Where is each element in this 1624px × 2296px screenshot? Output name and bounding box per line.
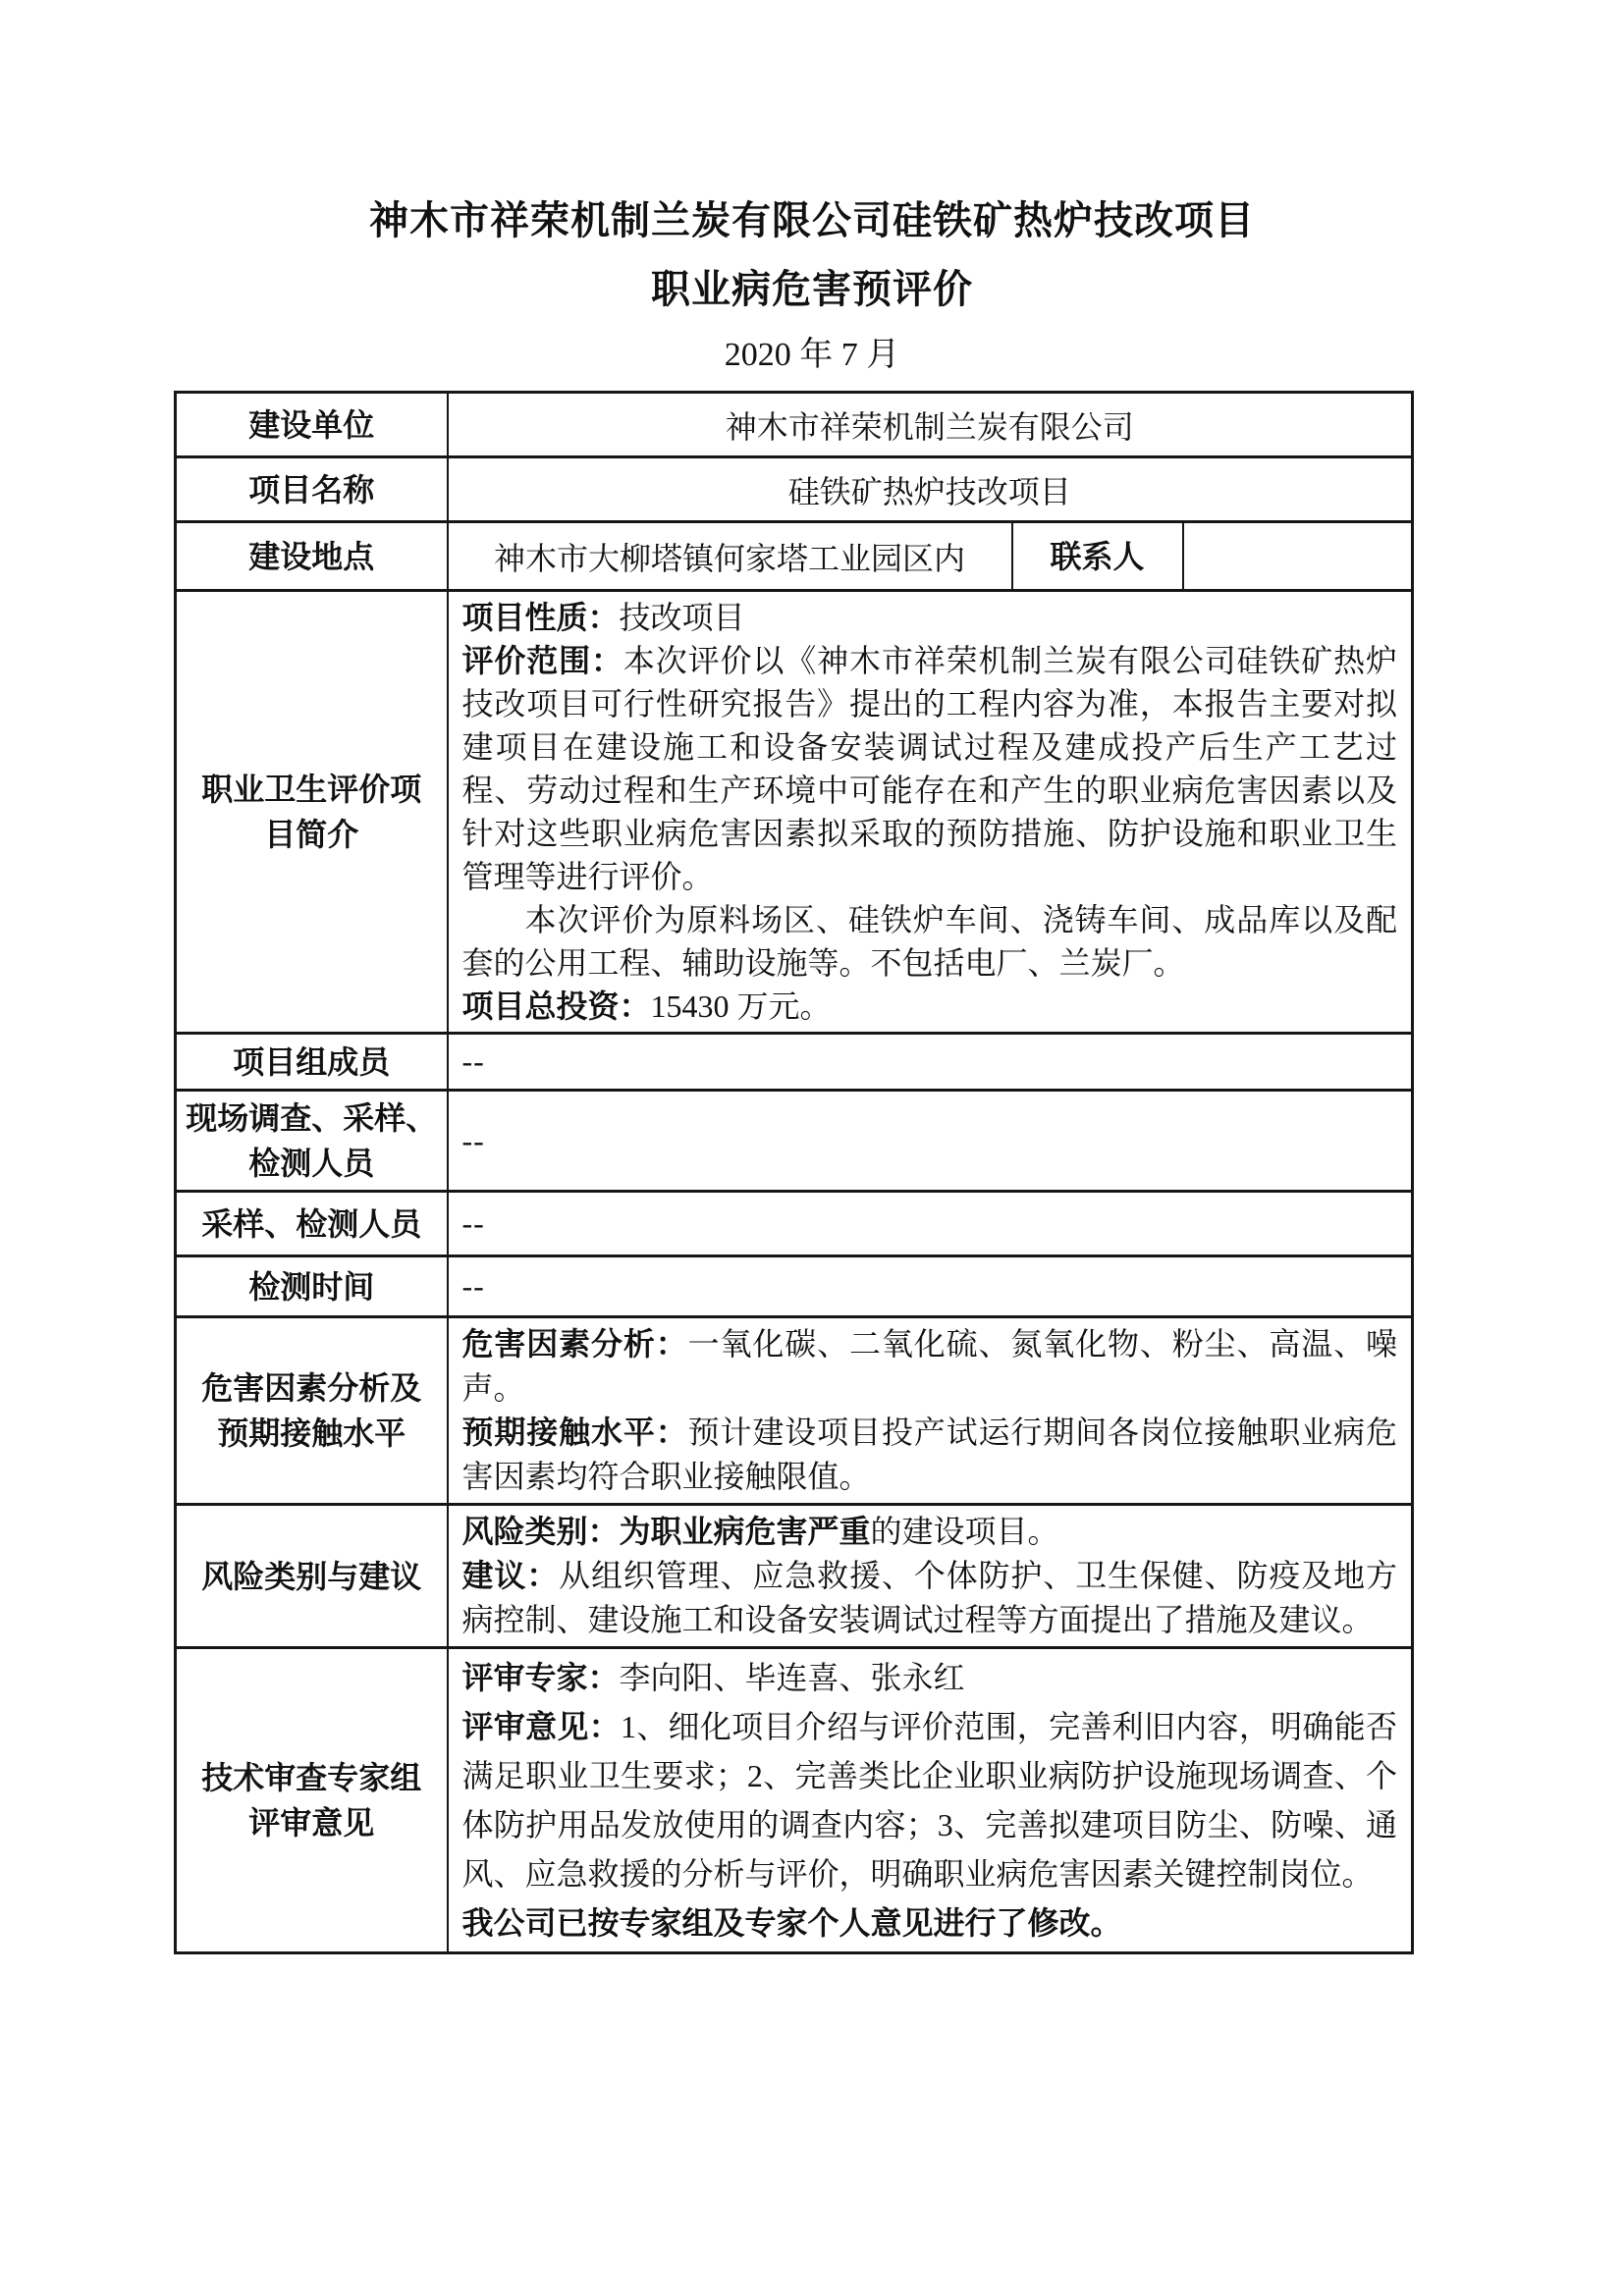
- document-date: 2020 年 7 月: [724, 337, 900, 373]
- risk-category-rest: 的建设项目。: [870, 1514, 1059, 1549]
- evaluation-scope-text: 本次评价以《神木市祥荣机制兰炭有限公司硅铁矿热炉技改项目可行性研究报告》提出的工程内容为准，本报告主要对拟建项目在建设施工和设备安装调试过程及建成投产后生产工艺过程、劳动过程和生产环境中可能存在和产生的职业病危害因素以及针对这些职业病危害因素拟采取的预防措施、防护设施和职业卫生管理等进行评价。: [461, 643, 1398, 894]
- review-opinion: [462, 1702, 1398, 1898]
- document-title: [0, 0, 1624, 324]
- expected-exposure-text: 预计建设项目投产试运行期间各岗位接触职业病危害因素均符合职业接触限值。: [461, 1415, 1398, 1494]
- project-nature-label: 项目性质：: [461, 600, 620, 635]
- detection-time-value: --: [448, 1256, 1413, 1317]
- construction-unit-label: 建设单位: [176, 393, 448, 457]
- hazard-factors: [462, 1322, 1398, 1411]
- suggestion-line: [462, 1554, 1398, 1642]
- expert-review-content: [448, 1648, 1413, 1953]
- construction-site-label: 建设地点: [176, 522, 448, 591]
- info-table: [174, 391, 1414, 1954]
- risk-category-content: [448, 1505, 1413, 1648]
- total-investment-text: 15430 万元。: [650, 988, 832, 1024]
- sampling-label: 采样、检测人员: [176, 1192, 448, 1256]
- project-nature: [462, 596, 1398, 639]
- risk-category-line: [462, 1510, 1398, 1554]
- detection-time-label: 检测时间: [176, 1256, 448, 1317]
- field-survey-label: [176, 1091, 448, 1192]
- expert-review-label-line1: 技术审查专家组: [201, 1760, 422, 1795]
- suggestion-label: 建议：: [461, 1558, 560, 1593]
- expected-exposure-label: 预期接触水平：: [461, 1415, 688, 1450]
- review-experts-label: 评审专家：: [461, 1660, 620, 1695]
- row-construction-site: [176, 522, 1413, 591]
- risk-category-line-label: 风险类别：: [461, 1514, 620, 1549]
- row-project-summary: [176, 591, 1413, 1034]
- suggestion-text: 从组织管理、应急救援、个体防护、卫生保健、防疫及地方病控制、建设施工和设备安装调试过程等方面提出了措施及建议。: [461, 1558, 1398, 1637]
- hazard-analysis-label-line1: 危害因素分析及: [201, 1370, 422, 1406]
- review-experts-text: 李向阳、毕连喜、张永红: [619, 1660, 965, 1695]
- hazard-analysis-content: [448, 1317, 1413, 1505]
- title-line-1: 神木市祥荣机制兰炭有限公司硅铁矿热炉技改项目: [369, 198, 1255, 242]
- risk-category-severity: 为职业病危害严重: [619, 1514, 871, 1549]
- review-opinion-label: 评审意见：: [461, 1709, 621, 1744]
- contact-person-label: 联系人: [1012, 522, 1183, 591]
- hazard-analysis-label: [176, 1317, 448, 1505]
- contact-person-value: [1183, 522, 1413, 591]
- evaluation-scope-note: 本次评价为原料场区、硅铁炉车间、浇铸车间、成品库以及配套的公用工程、辅助设施等。不包括电厂、兰炭厂。: [461, 902, 1398, 981]
- project-name-value: 硅铁矿热炉技改项目: [448, 457, 1413, 522]
- total-investment: [462, 985, 1398, 1028]
- row-project-name: [176, 457, 1413, 522]
- project-nature-text: 技改项目: [619, 600, 745, 635]
- review-experts: [462, 1653, 1398, 1702]
- row-risk-category: [176, 1505, 1413, 1648]
- construction-site-value: 神木市大柳塔镇何家塔工业园区内: [448, 522, 1012, 591]
- project-team-label: 项目组成员: [176, 1034, 448, 1091]
- construction-unit-value: 神木市祥荣机制兰炭有限公司: [448, 393, 1413, 457]
- field-survey-label-line2: 检测人员: [248, 1146, 375, 1181]
- expert-review-label: [176, 1648, 448, 1953]
- review-conclusion: 我公司已按专家组及专家个人意见进行了修改。: [461, 1905, 1122, 1941]
- expert-review-label-line2: 评审意见: [248, 1805, 375, 1841]
- hazard-analysis-label-line2: 预期接触水平: [217, 1415, 406, 1451]
- project-summary-label-line2: 目简介: [264, 817, 359, 852]
- hazard-factors-text: 一氧化碳、二氧化硫、氮氧化物、粉尘、高温、噪声。: [461, 1326, 1398, 1406]
- field-survey-value: --: [448, 1091, 1413, 1192]
- row-construction-unit: [176, 393, 1413, 457]
- row-sampling: [176, 1192, 1413, 1256]
- project-summary-label: [176, 591, 448, 1034]
- total-investment-label: 项目总投资：: [461, 988, 651, 1024]
- expected-exposure: [462, 1411, 1398, 1499]
- field-survey-label-line1: 现场调查、采样、: [186, 1100, 438, 1136]
- hazard-factors-label: 危害因素分析：: [461, 1326, 688, 1362]
- row-project-team: [176, 1034, 1413, 1091]
- evaluation-scope: [462, 639, 1398, 898]
- project-team-value: --: [448, 1034, 1413, 1091]
- row-detection-time: [176, 1256, 1413, 1317]
- project-summary-content: [448, 591, 1413, 1034]
- row-hazard-analysis: [176, 1317, 1413, 1505]
- project-name-label: 项目名称: [176, 457, 448, 522]
- evaluation-scope-label: 评价范围：: [461, 643, 623, 678]
- sampling-value: --: [448, 1192, 1413, 1256]
- row-expert-review: [176, 1648, 1413, 1953]
- row-field-survey: [176, 1091, 1413, 1192]
- risk-category-label: 风险类别与建议: [176, 1505, 448, 1648]
- review-opinion-text: 1、细化项目介绍与评价范围，完善利旧内容，明确能否满足职业卫生要求；2、完善类比企业职业病防护设施现场调查、个体防护用品发放使用的调查内容；3、完善拟建项目防尘、防噪、通风、应急救援的分析与评价，明确职业病危害因素关键控制岗位。: [461, 1709, 1398, 1892]
- title-line-2: 职业病危害预评价: [651, 267, 973, 311]
- project-summary-label-line1: 职业卫生评价项: [201, 772, 422, 807]
